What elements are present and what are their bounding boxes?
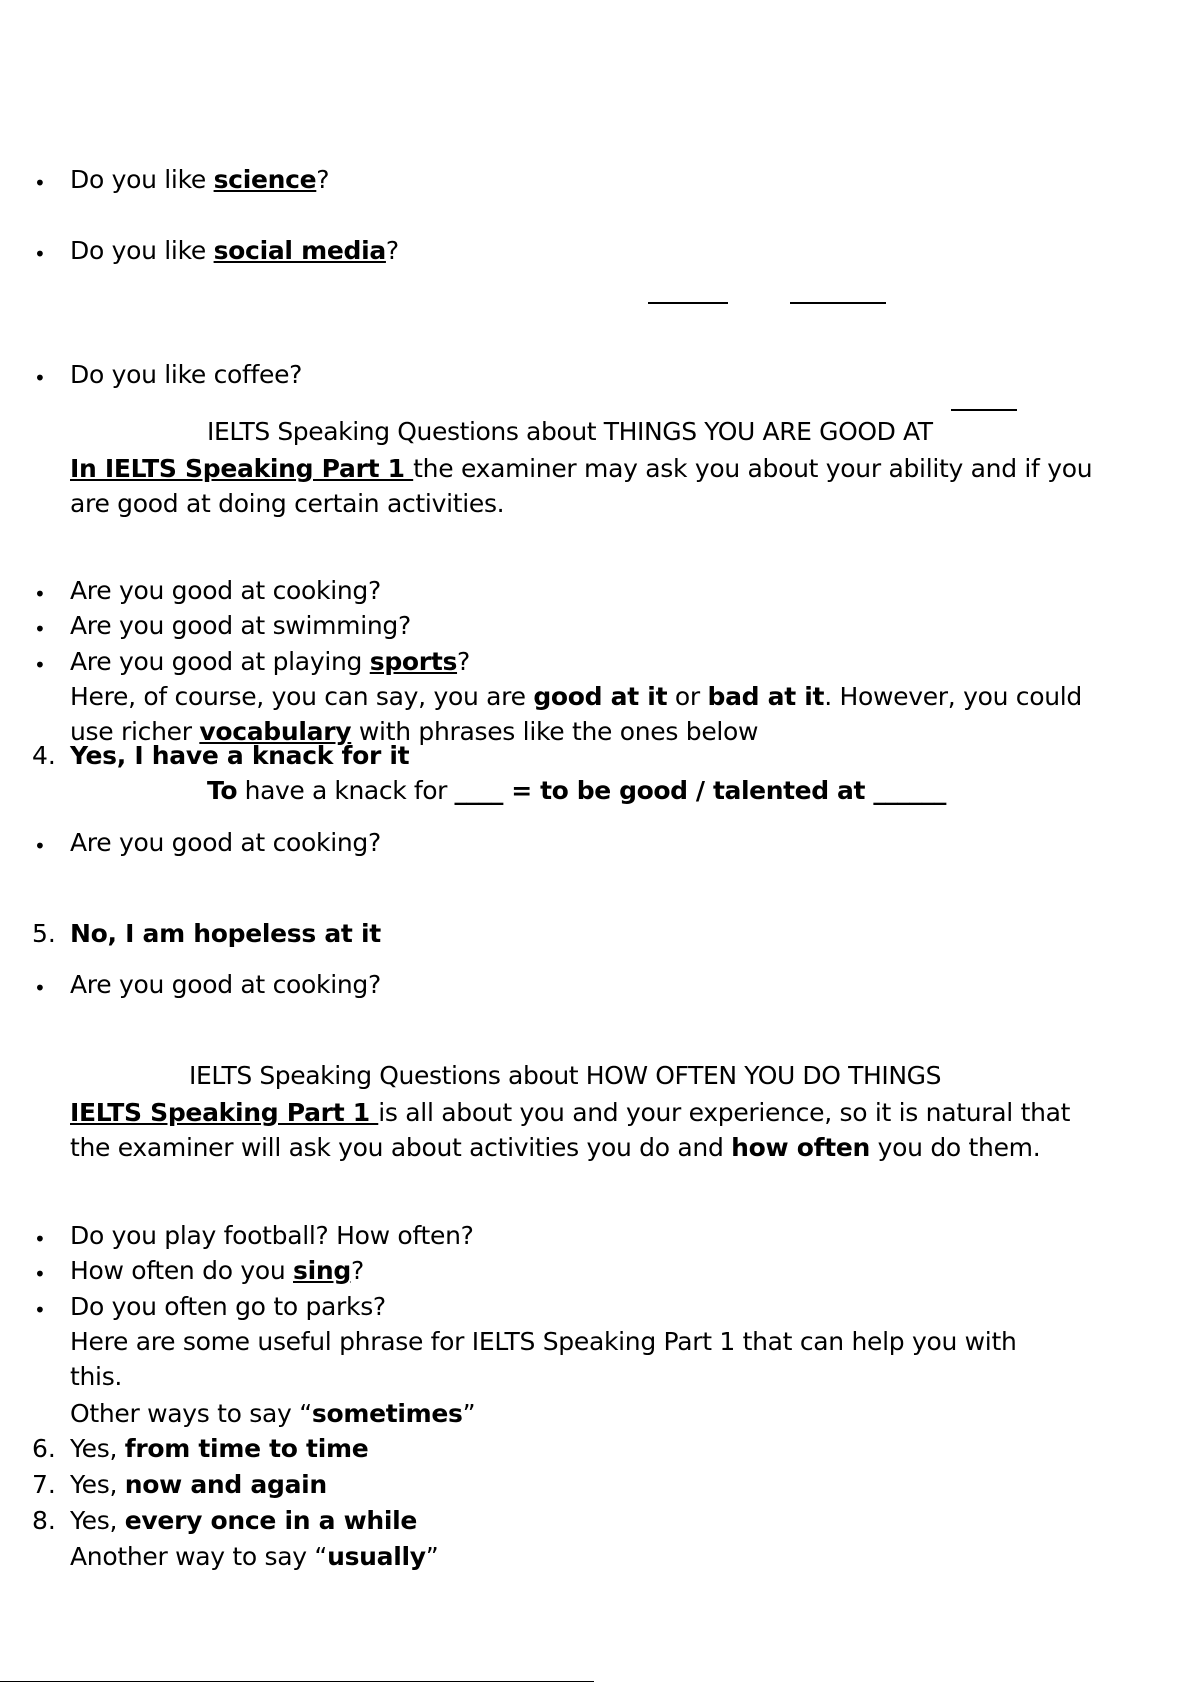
bullet: • xyxy=(34,582,46,606)
link-science[interactable]: science xyxy=(213,165,317,194)
knack-definition: To have a knack for ____ = to be good / talented at ______ xyxy=(207,776,946,805)
question-sing: How often do you sing? xyxy=(70,1256,364,1285)
bullet: • xyxy=(34,976,46,1000)
intro-good-at-line2: are good at doing certain activities. xyxy=(70,489,505,518)
footer-divider xyxy=(0,1681,594,1682)
bullet: • xyxy=(34,617,46,641)
link-ielts-speaking-part-1[interactable]: In IELTS Speaking Part 1 xyxy=(70,454,414,483)
question-social-media: Do you like social media? xyxy=(70,236,399,265)
bullet: • xyxy=(34,171,46,195)
bullet: • xyxy=(34,834,46,858)
question-football: Do you play football? How often? xyxy=(70,1221,474,1250)
answer-knack: Yes, I have a knack for it xyxy=(70,741,410,770)
section-title-how-often: IELTS Speaking Questions about HOW OFTEN YOU DO THINGS xyxy=(189,1061,942,1090)
link-social-media[interactable]: social media xyxy=(213,236,386,265)
list-number: 4. xyxy=(32,741,56,770)
answer-time-to-time: Yes, from time to time xyxy=(70,1434,369,1463)
usually-heading: Another way to say “usually” xyxy=(70,1542,439,1571)
bullet: • xyxy=(34,366,46,390)
answer-now-and-again: Yes, now and again xyxy=(70,1470,327,1499)
blank-line xyxy=(951,409,1017,411)
explanation-line1: Here, of course, you can say, you are good at it or bad at it. However, you could xyxy=(70,682,1082,711)
bullet: • xyxy=(34,1298,46,1322)
question-sports: Are you good at playing sports? xyxy=(70,647,471,676)
link-ielts-speaking-part-1[interactable]: IELTS Speaking Part 1 xyxy=(70,1098,379,1127)
explanation-line2: use richer vocabulary with phrases like the ones below xyxy=(70,717,759,746)
intro-good-at: In IELTS Speaking Part 1 the examiner may ask you about your ability and if you xyxy=(70,454,1093,483)
link-sing[interactable]: sing xyxy=(293,1256,351,1285)
bullet: • xyxy=(34,653,46,677)
list-number: 6. xyxy=(32,1434,56,1463)
question-cooking-3: Are you good at cooking? xyxy=(70,970,381,999)
blank-line xyxy=(648,302,728,304)
list-number: 7. xyxy=(32,1470,56,1499)
blank-line xyxy=(790,302,886,304)
intro-how-often: IELTS Speaking Part 1 is all about you and your experience, so it is natural that xyxy=(70,1098,1071,1127)
question-parks: Do you often go to parks? xyxy=(70,1292,386,1321)
intro-how-often-line2: the examiner will ask you about activities you do and how often you do them. xyxy=(70,1133,1041,1162)
bullet: • xyxy=(34,1262,46,1286)
question-coffee: Do you like coffee? xyxy=(70,360,303,389)
phrases-intro-line1: Here are some useful phrase for IELTS Speaking Part 1 that can help you with xyxy=(70,1327,1017,1356)
question-swimming: Are you good at swimming? xyxy=(70,611,411,640)
answer-once-in-a-while: Yes, every once in a while xyxy=(70,1506,418,1535)
question-cooking: Are you good at cooking? xyxy=(70,576,381,605)
phrases-intro-line2: this. xyxy=(70,1362,123,1391)
list-number: 5. xyxy=(32,919,56,948)
section-title-good-at: IELTS Speaking Questions about THINGS YOU ARE GOOD AT xyxy=(207,417,933,446)
bullet: • xyxy=(34,1227,46,1251)
answer-hopeless: No, I am hopeless at it xyxy=(70,919,381,948)
sometimes-heading: Other ways to say “sometimes” xyxy=(70,1399,476,1428)
link-sports[interactable]: sports xyxy=(369,647,458,676)
list-number: 8. xyxy=(32,1506,56,1535)
question-cooking-2: Are you good at cooking? xyxy=(70,828,381,857)
question-science: Do you like science? xyxy=(70,165,330,194)
link-vocabulary[interactable]: vocabulary xyxy=(199,717,352,746)
bullet: • xyxy=(34,242,46,266)
